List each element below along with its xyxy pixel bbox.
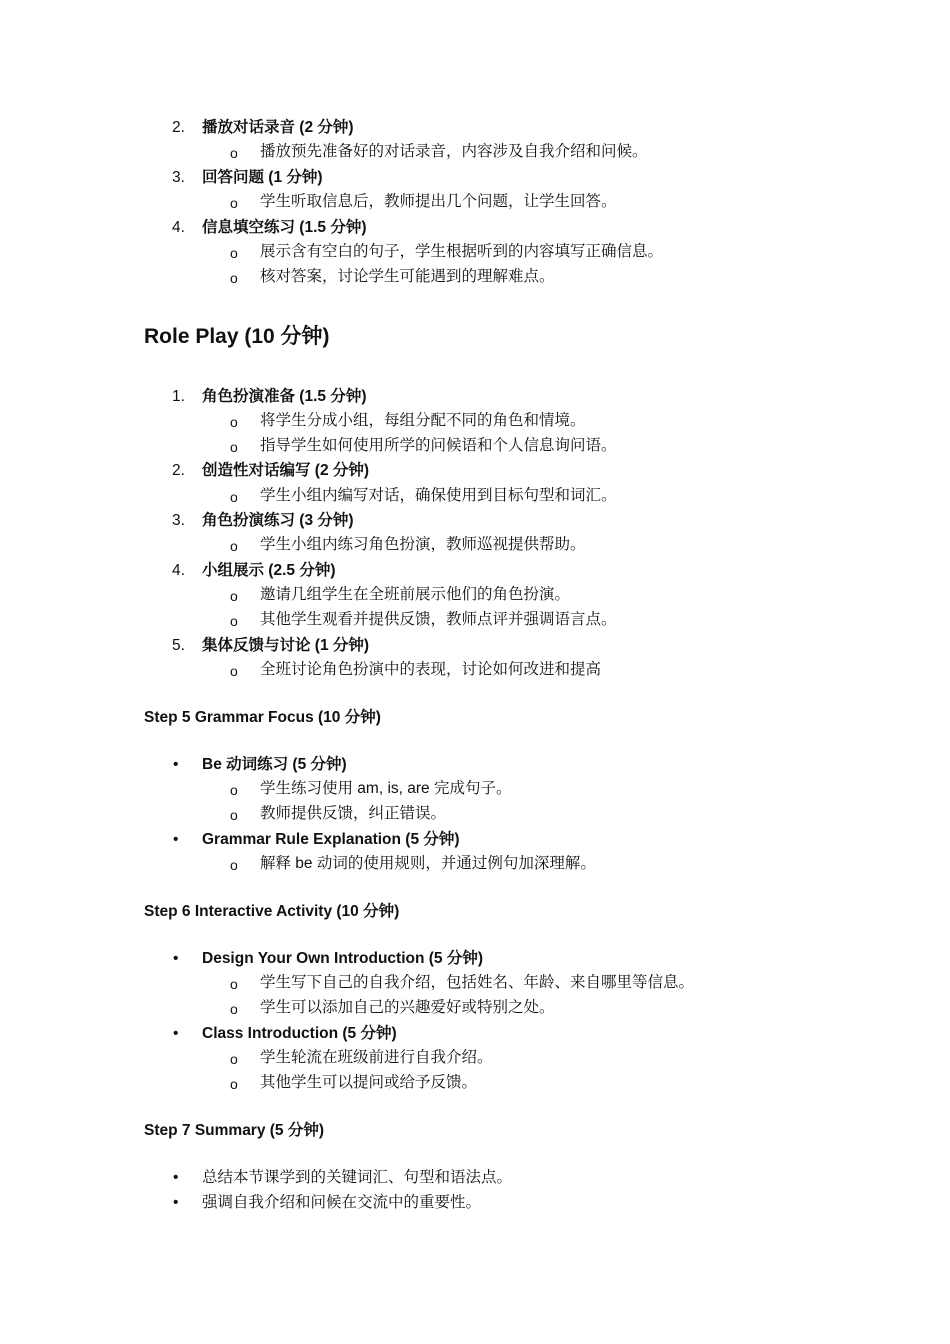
bullet: •	[173, 756, 179, 773]
list-item-detail: 学生小组内编写对话，确保使用到目标句型和词汇。	[260, 487, 617, 504]
sub-bullet: o	[230, 439, 238, 455]
list-item-detail: 其他学生可以提问或给予反馈。	[260, 1074, 478, 1091]
list-item-title: 创造性对话编写 (2 分钟)	[202, 462, 370, 479]
list-item-title: Grammar Rule Explanation (5 分钟)	[202, 831, 460, 848]
list-number: 3.	[172, 512, 185, 529]
list-item-detail: 学生听取信息后，教师提出几个问题，让学生回答。	[260, 193, 617, 210]
list-item-title: 信息填空练习 (1.5 分钟)	[202, 219, 367, 236]
list-item-detail: 核对答案，讨论学生可能遇到的理解难点。	[260, 268, 555, 285]
list-item-detail: 播放预先准备好的对话录音，内容涉及自我介绍和问候。	[260, 143, 648, 160]
list-number: 2.	[172, 119, 185, 136]
sub-bullet: o	[230, 489, 238, 505]
list-item-detail: 学生写下自己的自我介绍，包括姓名、年龄、来自哪里等信息。	[260, 974, 695, 991]
list-item-detail: 邀请几组学生在全班前展示他们的角色扮演。	[260, 586, 571, 603]
sub-bullet: o	[230, 245, 238, 261]
section-heading-activity: Step 6 Interactive Activity (10 分钟)	[144, 903, 400, 920]
sub-bullet: o	[230, 145, 238, 161]
sub-bullet: o	[230, 807, 238, 823]
bullet: •	[173, 831, 179, 848]
list-item-title: 播放对话录音 (2 分钟)	[202, 119, 354, 136]
list-item-title: 小组展示 (2.5 分钟)	[202, 562, 336, 579]
sub-bullet: o	[230, 976, 238, 992]
bullet: •	[173, 950, 179, 967]
list-item: 总结本节课学到的关键词汇、句型和语法点。	[202, 1169, 513, 1186]
list-item-title: 回答问题 (1 分钟)	[202, 169, 323, 186]
list-item: 强调自我介绍和问候在交流中的重要性。	[202, 1194, 482, 1211]
sub-bullet: o	[230, 782, 238, 798]
sub-bullet: o	[230, 613, 238, 629]
list-item-detail: 学生轮流在班级前进行自我介绍。	[260, 1049, 493, 1066]
sub-bullet: o	[230, 663, 238, 679]
sub-bullet: o	[230, 195, 238, 211]
list-item-detail: 教师提供反馈，纠正错误。	[260, 805, 447, 822]
list-item-detail: 学生小组内练习角色扮演，教师巡视提供帮助。	[260, 536, 586, 553]
list-item-title: Class Introduction (5 分钟)	[202, 1025, 397, 1042]
section-heading-role-play: Role Play (10 分钟)	[144, 325, 330, 348]
list-item-detail: 解释 be 动词的使用规则，并通过例句加深理解。	[260, 855, 596, 872]
list-number: 5.	[172, 637, 185, 654]
bullet: •	[173, 1169, 179, 1186]
list-item-title: 角色扮演练习 (3 分钟)	[202, 512, 354, 529]
section-heading-summary: Step 7 Summary (5 分钟)	[144, 1122, 325, 1139]
list-item-detail: 学生练习使用 am, is, are 完成句子。	[260, 780, 512, 797]
list-number: 1.	[172, 388, 185, 405]
section-heading-grammar: Step 5 Grammar Focus (10 分钟)	[144, 709, 381, 726]
list-item-detail: 其他学生观看并提供反馈，教师点评并强调语言点。	[260, 611, 617, 628]
list-number: 2.	[172, 462, 185, 479]
sub-bullet: o	[230, 1076, 238, 1092]
list-number: 3.	[172, 169, 185, 186]
sub-bullet: o	[230, 538, 238, 554]
bullet: •	[173, 1194, 179, 1211]
sub-bullet: o	[230, 588, 238, 604]
list-item-title: 角色扮演准备 (1.5 分钟)	[202, 388, 367, 405]
sub-bullet: o	[230, 1001, 238, 1017]
list-item-detail: 全班讨论角色扮演中的表现，讨论如何改进和提高	[260, 661, 602, 678]
sub-bullet: o	[230, 857, 238, 873]
list-item-title: Design Your Own Introduction (5 分钟)	[202, 950, 484, 967]
list-item-detail: 学生可以添加自己的兴趣爱好或特别之处。	[260, 999, 555, 1016]
list-number: 4.	[172, 562, 185, 579]
sub-bullet: o	[230, 1051, 238, 1067]
list-item-detail: 指导学生如何使用所学的问候语和个人信息询问语。	[260, 437, 617, 454]
list-item-detail: 展示含有空白的句子，学生根据听到的内容填写正确信息。	[260, 243, 664, 260]
list-item-detail: 将学生分成小组，每组分配不同的角色和情境。	[260, 412, 586, 429]
list-item-title: 集体反馈与讨论 (1 分钟)	[202, 637, 370, 654]
list-item-title: Be 动词练习 (5 分钟)	[202, 756, 347, 773]
sub-bullet: o	[230, 270, 238, 286]
bullet: •	[173, 1025, 179, 1042]
list-number: 4.	[172, 219, 185, 236]
sub-bullet: o	[230, 414, 238, 430]
